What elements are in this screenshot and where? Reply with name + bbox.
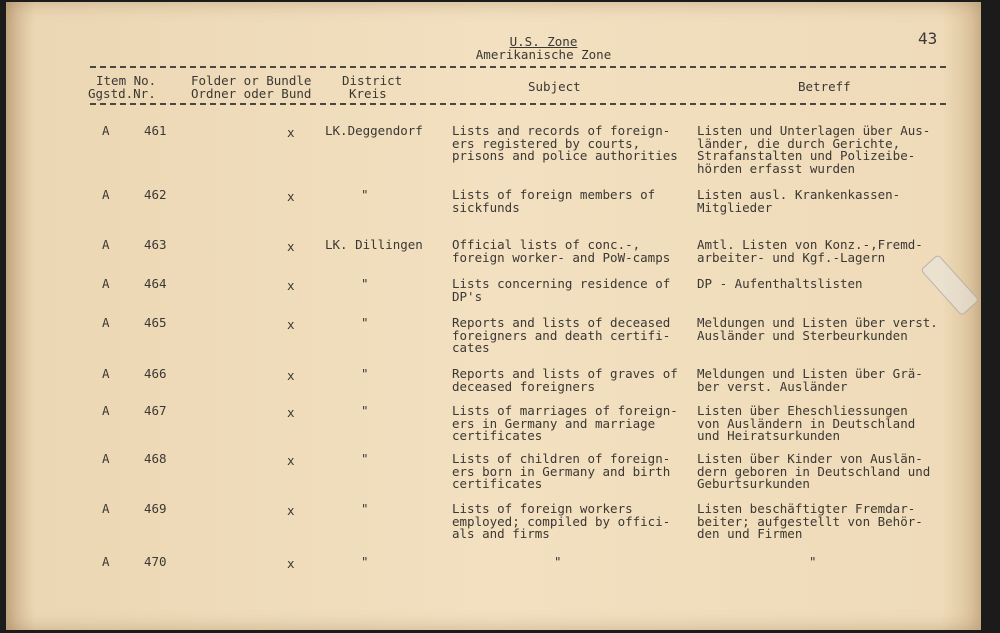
item-letter: A <box>102 501 110 516</box>
betreff-line: länder, die durch Gerichte, <box>697 135 901 151</box>
betreff-line: und Heiratsurkunden <box>697 428 840 443</box>
subject-line: Official lists of conc.-, <box>452 237 641 252</box>
betreff-line: arbeiter- und Kgf.-Lagern <box>697 249 886 265</box>
item-number: 467 <box>144 403 167 418</box>
subject-line: Lists of children of foreign- <box>452 451 671 466</box>
district-cell: LK.Deggendorf <box>325 123 423 138</box>
betreff-line: " <box>809 554 817 569</box>
item-number: 466 <box>144 366 167 381</box>
subject-line: als and firms <box>452 526 550 541</box>
page-number: 43 <box>918 29 938 48</box>
folder-mark: x <box>287 368 295 383</box>
subject-line: prisons and police authorities <box>452 148 678 163</box>
item-number: 468 <box>144 451 167 466</box>
betreff-line: hörden erfasst wurden <box>697 160 856 176</box>
col-header-district-en: District <box>342 73 403 88</box>
subject-line: foreigners and death certifi- <box>452 327 671 343</box>
betreff-line: Amtl. Listen von Konz.-,Fremd- <box>697 237 923 252</box>
item-number: 469 <box>144 501 167 516</box>
subject-line: " <box>554 554 562 569</box>
col-header-item-de: Ggstd.Nr. <box>88 86 156 101</box>
district-cell: LK. Dillingen <box>325 237 423 252</box>
header-bottom-rule <box>90 103 946 105</box>
item-letter: A <box>102 237 110 252</box>
district-cell: " <box>361 187 369 202</box>
subject-line: DP's <box>452 288 483 304</box>
subject-line: deceased foreigners <box>452 378 595 394</box>
subject-line: ers in Germany and marriage <box>452 415 656 431</box>
subject-line: cates <box>452 340 490 355</box>
betreff-line: DP - Aufenthaltslisten <box>697 276 863 291</box>
col-header-subject: Subject <box>528 79 581 94</box>
folder-mark: x <box>287 317 295 332</box>
betreff-line: von Ausländern in Deutschland <box>697 415 916 431</box>
subject-line: Lists of marriages of foreign- <box>452 403 678 418</box>
subject-line: employed; compiled by offici- <box>452 513 671 529</box>
folder-mark: x <box>287 125 295 140</box>
subject-line: certificates <box>452 476 543 491</box>
subject-line: sickfunds <box>452 199 520 215</box>
folder-mark: x <box>287 405 295 420</box>
item-letter: A <box>102 554 110 569</box>
betreff-line: Geburtsurkunden <box>697 476 810 491</box>
betreff-line: den und Firmen <box>697 526 803 541</box>
district-cell: " <box>361 451 369 466</box>
betreff-line: Listen beschäftigter Fremdar- <box>697 501 916 516</box>
subject-line: Reports and lists of deceased <box>452 315 671 330</box>
page-tab-marker <box>920 254 979 316</box>
item-letter: A <box>102 187 110 202</box>
betreff-line: dern geboren in Deutschland und <box>697 463 931 479</box>
zone-title-en: U.S. Zone <box>509 34 578 49</box>
item-letter: A <box>102 451 110 466</box>
betreff-line: Ausländer und Sterbeurkunden <box>697 327 908 343</box>
subject-line: Reports and lists of graves of <box>452 366 678 381</box>
betreff-line: Listen über Eheschliessungen <box>697 403 908 418</box>
subject-line: foreign worker- and PoW-camps <box>452 249 671 265</box>
betreff-line: Meldungen und Listen über verst. <box>697 315 938 330</box>
header-top-rule <box>90 66 946 68</box>
subject-line: Lists concerning residence of <box>452 276 671 291</box>
item-number: 461 <box>144 123 167 138</box>
item-number: 465 <box>144 315 167 330</box>
item-number: 470 <box>144 554 167 569</box>
subject-line: ers registered by courts, <box>452 135 641 151</box>
document-page <box>6 2 981 630</box>
col-header-folder-de: Ordner oder Bund <box>191 86 312 101</box>
subject-line: ers born in Germany and birth <box>452 463 671 479</box>
district-cell: " <box>361 403 369 418</box>
item-number: 463 <box>144 237 167 252</box>
betreff-line: Listen ausl. Krankenkassen- <box>697 187 901 202</box>
zone-title-de: Amerikanische Zone <box>475 47 612 62</box>
subject-line: Lists of foreign members of <box>452 187 656 202</box>
subject-line: Lists of foreign workers <box>452 501 633 516</box>
betreff-line: ber verst. Ausländer <box>697 378 848 394</box>
district-cell: " <box>361 276 369 291</box>
col-header-district-de: Kreis <box>349 86 387 101</box>
item-letter: A <box>102 123 110 138</box>
betreff-line: beiter; aufgestellt von Behör- <box>697 513 923 529</box>
betreff-line: Strafanstalten und Polizeibe- <box>697 148 916 163</box>
subject-line: Lists and records of foreign- <box>452 123 671 138</box>
item-letter: A <box>102 403 110 418</box>
item-letter: A <box>102 315 110 330</box>
district-cell: " <box>361 501 369 516</box>
folder-mark: x <box>287 556 295 571</box>
district-cell: " <box>361 315 369 330</box>
col-header-folder-en: Folder or Bundle <box>191 73 312 88</box>
col-header-betreff: Betreff <box>798 79 851 94</box>
district-cell: " <box>361 554 369 569</box>
folder-mark: x <box>287 503 295 518</box>
subject-line: certificates <box>452 428 543 443</box>
betreff-line: Mitglieder <box>697 199 773 215</box>
col-header-item-en: Item No. <box>96 73 157 88</box>
item-letter: A <box>102 366 110 381</box>
betreff-line: Meldungen und Listen über Grä- <box>697 366 923 381</box>
item-letter: A <box>102 276 110 291</box>
betreff-line: Listen und Unterlagen über Aus- <box>697 123 931 138</box>
folder-mark: x <box>287 278 295 293</box>
district-cell: " <box>361 366 369 381</box>
folder-mark: x <box>287 239 295 254</box>
folder-mark: x <box>287 189 295 204</box>
item-number: 464 <box>144 276 167 291</box>
item-number: 462 <box>144 187 167 202</box>
folder-mark: x <box>287 453 295 468</box>
betreff-line: Listen über Kinder von Auslän- <box>697 451 923 466</box>
